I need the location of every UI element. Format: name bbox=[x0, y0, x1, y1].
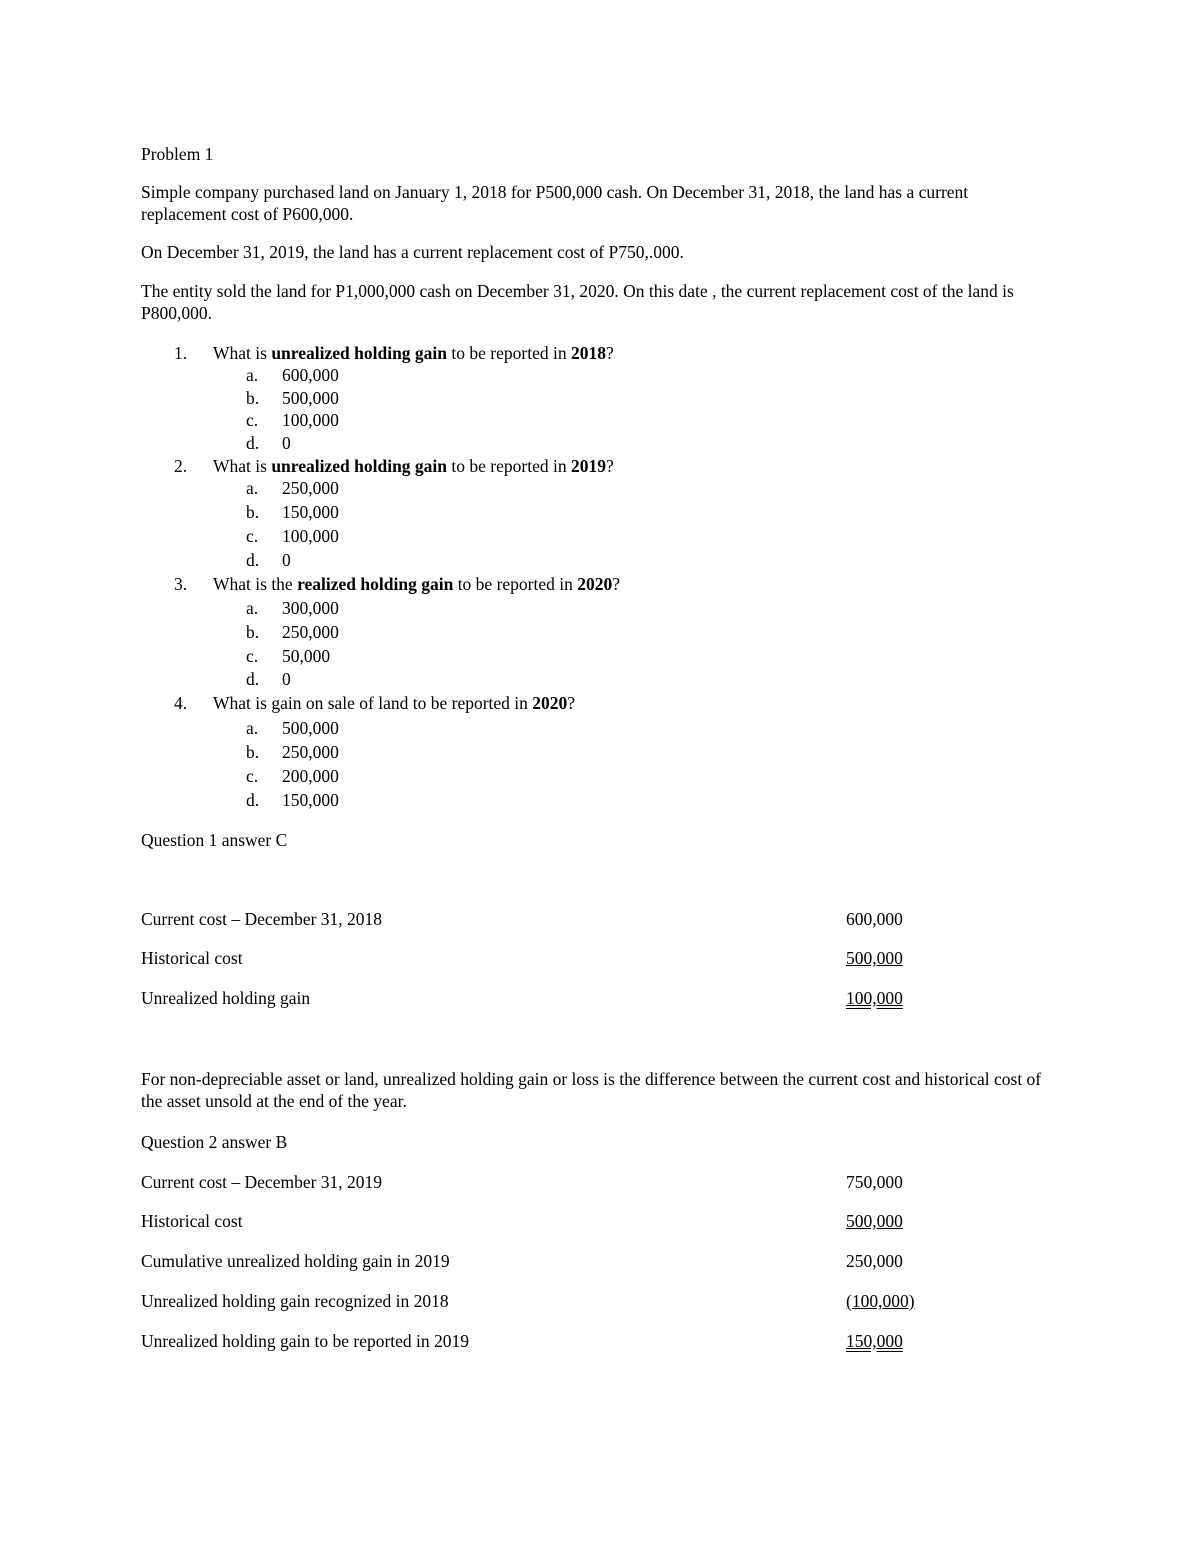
option-letter: b. bbox=[246, 502, 260, 522]
option-value: 0 bbox=[282, 433, 291, 453]
option-letter: c. bbox=[246, 526, 259, 546]
option-letter: a. bbox=[246, 478, 259, 498]
question-number: 3. bbox=[174, 574, 188, 594]
row-amount: 750,000 bbox=[846, 1172, 903, 1192]
row-amount: 150,000 bbox=[846, 1331, 903, 1351]
row-amount: 250,000 bbox=[846, 1251, 903, 1271]
option-value: 0 bbox=[282, 669, 291, 689]
answer-2-heading: Question 2 answer B bbox=[141, 1132, 288, 1152]
option-value: 0 bbox=[282, 550, 291, 570]
row-label: Historical cost bbox=[141, 1211, 243, 1231]
option-value: 200,000 bbox=[282, 766, 339, 786]
intro-paragraph-1: Simple company purchased land on January 1, 2018 for P500,000 cash. On December 31, 2018, the land has a current replacement cost of P600,000. bbox=[141, 182, 969, 224]
option-letter: c. bbox=[246, 410, 259, 430]
row-label: Current cost – December 31, 2018 bbox=[141, 909, 383, 929]
option-letter: a. bbox=[246, 365, 259, 385]
option-letter: b. bbox=[246, 388, 260, 408]
row-label: Current cost – December 31, 2019 bbox=[141, 1172, 383, 1192]
option-value: 100,000 bbox=[282, 526, 339, 546]
option-value: 250,000 bbox=[282, 742, 339, 762]
option-value: 50,000 bbox=[282, 646, 331, 666]
option-value: 100,000 bbox=[282, 410, 339, 430]
question-text: What is the realized holding gain to be reported in 2020? bbox=[213, 574, 621, 594]
row-label: Unrealized holding gain recognized in 2018 bbox=[141, 1291, 449, 1311]
question-text: What is unrealized holding gain to be reported in 2018? bbox=[213, 343, 614, 363]
row-label: Unrealized holding gain bbox=[141, 988, 311, 1008]
row-amount: 500,000 bbox=[846, 948, 903, 968]
option-letter: c. bbox=[246, 766, 259, 786]
option-letter: d. bbox=[246, 669, 260, 689]
option-value: 150,000 bbox=[282, 790, 339, 810]
option-letter: a. bbox=[246, 718, 259, 738]
option-letter: b. bbox=[246, 622, 260, 642]
question-text: What is gain on sale of land to be reported in 2020? bbox=[213, 693, 576, 713]
row-amount: 600,000 bbox=[846, 909, 903, 929]
question-number: 4. bbox=[174, 693, 188, 713]
option-value: 250,000 bbox=[282, 622, 339, 642]
option-letter: c. bbox=[246, 646, 259, 666]
option-letter: b. bbox=[246, 742, 260, 762]
row-amount: 500,000 bbox=[846, 1211, 903, 1231]
option-value: 600,000 bbox=[282, 365, 339, 385]
row-amount: (100,000) bbox=[846, 1291, 915, 1311]
option-value: 300,000 bbox=[282, 598, 339, 618]
option-letter: a. bbox=[246, 598, 259, 618]
row-label: Cumulative unrealized holding gain in 2019 bbox=[141, 1251, 450, 1271]
option-letter: d. bbox=[246, 550, 260, 570]
intro-paragraph-2: On December 31, 2019, the land has a current replacement cost of P750,.000. bbox=[141, 242, 684, 262]
question-text: What is unrealized holding gain to be reported in 2019? bbox=[213, 456, 614, 476]
row-label: Historical cost bbox=[141, 948, 243, 968]
problem-title: Problem 1 bbox=[141, 144, 214, 164]
answer-1-heading: Question 1 answer C bbox=[141, 830, 288, 850]
row-amount: 100,000 bbox=[846, 988, 903, 1008]
intro-paragraph-3: The entity sold the land for P1,000,000 cash on December 31, 2020. On this date , the current replacement cost of the land is P800,000. bbox=[141, 281, 1014, 323]
row-label: Unrealized holding gain to be reported in 2019 bbox=[141, 1331, 470, 1351]
explanation-paragraph: For non-depreciable asset or land, unrealized holding gain or loss is the difference between the current cost and historical cost of the asset unsold at the end of the year. bbox=[141, 1069, 1042, 1111]
option-letter: d. bbox=[246, 433, 260, 453]
question-number: 1. bbox=[174, 343, 188, 363]
option-value: 500,000 bbox=[282, 388, 339, 408]
option-value: 150,000 bbox=[282, 502, 339, 522]
option-value: 500,000 bbox=[282, 718, 339, 738]
option-value: 250,000 bbox=[282, 478, 339, 498]
option-letter: d. bbox=[246, 790, 260, 810]
question-number: 2. bbox=[174, 456, 188, 476]
